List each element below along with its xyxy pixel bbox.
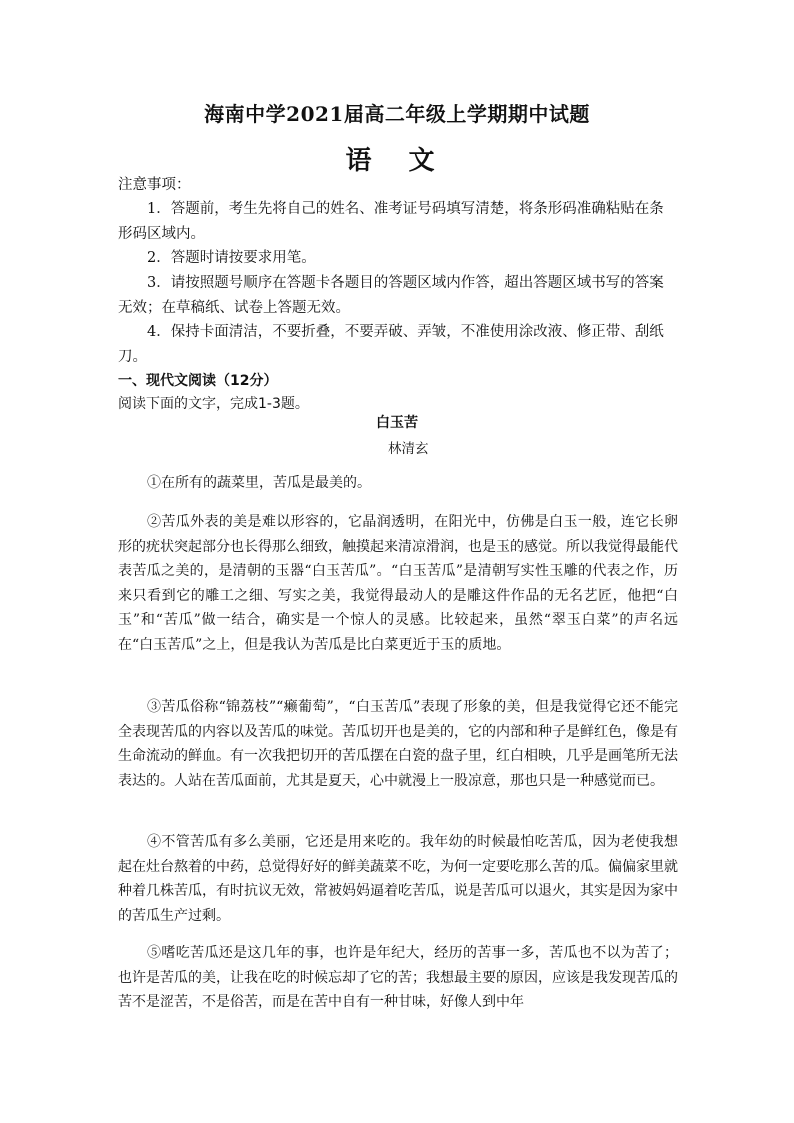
article-author: 林清玄 bbox=[388, 441, 429, 457]
section-intro: 阅读下面的文字，完成1-3题。 bbox=[118, 396, 309, 412]
notice-item-3: 3．请按照题号顺序在答题卡各题目的答题区域内作答，超出答题区域书写的答案无效；在草稿纸、试卷上答题无效。 bbox=[118, 275, 664, 316]
section-heading: 一、现代文阅读（12分） bbox=[118, 373, 278, 389]
article-paragraph-1: ①在所有的蔬菜里，苦瓜是最美的。 bbox=[147, 475, 371, 491]
exam-title: 海南中学2021届高二年级上学期期中试题 bbox=[204, 102, 590, 126]
notice-item-1: 1．答题前，考生先将自己的姓名、准考证号码填写清楚，将条形码准确粘贴在条形码区域内。 bbox=[118, 201, 664, 242]
article-paragraph-3: ③苦瓜俗称“锦荔枝”“癞葡萄”，“白玉苦瓜”表现了形象的美，但是我觉得它还不能完全表现苦瓜的内容以及苦瓜的味觉。苦瓜切开也是美的，它的内部和种子是鲜红色，像是有生命流动的鲜血。有一次我把切开的苦瓜摆在白瓷的盘子里，红白相映，几乎是画笔所无法表达的。人站在苦瓜面前，尤其是夏天，心中就漫上一股凉意，那也只是一种感觉而已。 bbox=[118, 699, 678, 789]
notice-item-4: 4．保持卡面清洁，不要折叠，不要弄破、弄皱，不准使用涂改液、修正带、刮纸刀。 bbox=[118, 324, 664, 365]
article-title: 白玉苦 bbox=[376, 415, 418, 431]
subject-heading: 语 文 bbox=[345, 146, 449, 176]
article-paragraph-2: ②苦瓜外表的美是难以形容的，它晶润透明，在阳光中，仿佛是白玉一般，连它长卵形的疣状突起部分也长得那么细致，触摸起来清凉滑润，也是玉的感觉。所以我觉得最能代表苦瓜之美的，是清朝的玉器“白玉苦瓜”。“白玉苦瓜”是清朝写实性玉雕的代表之作，历来只看到它的雕工之细、写实之美，我觉得最动人的是雕这件作品的无名艺匠，他把“白玉”和“苦瓜”做一结合，确实是一个惊人的灵感。比较起来，虽然“翠玉白菜”的声名远在“白玉苦瓜”之上，但是我认为苦瓜是比白菜更近于玉的质地。 bbox=[118, 514, 678, 653]
notice-item-2: 2．答题时请按要求用笔。 bbox=[147, 250, 316, 266]
notice-heading: 注意事项： bbox=[118, 177, 191, 193]
article-paragraph-4: ④不管苦瓜有多么美丽，它还是用来吃的。我年幼的时候最怕吃苦瓜，因为老使我想起在灶台熬着的中药，总觉得好好的鲜美蔬菜不吃，为何一定要吃那么苦的瓜。偏偏家里就种着几株苦瓜，有时抗议无效，常被妈妈逼着吃苦瓜，说是苦瓜可以退火，其实是因为家中的苦瓜生产过剩。 bbox=[118, 834, 678, 924]
article-paragraph-5: ⑤嗜吃苦瓜还是这几年的事，也许是年纪大，经历的苦事一多，苦瓜也不以为苦了；也许是苦瓜的美，让我在吃的时候忘却了它的苦；我想最主要的原因，应该是我发现苦瓜的苦不是涩苦，不是俗苦，而是在苦中自有一种甘味，好像人到中年 bbox=[118, 945, 678, 1011]
